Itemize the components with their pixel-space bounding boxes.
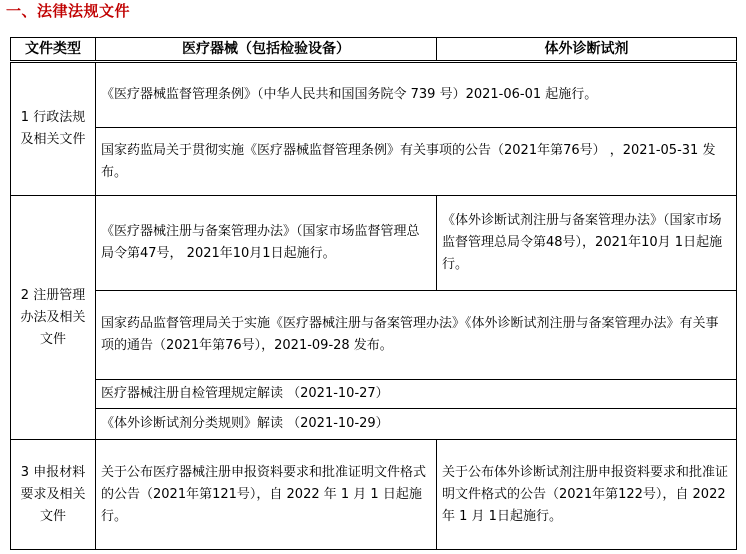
header-row	[11, 38, 737, 62]
row-text: 国家药品监督管理局关于实施《医疗器械注册与备案管理办法》《体外诊断试剂注册与备案管理办法》有关事项的通告（2021年第76号），2021-09-28 发布。	[96, 291, 737, 380]
header-file-type: 文件类型	[11, 38, 96, 62]
header-medical-device: 医疗器械（包括检验设备）	[96, 38, 437, 62]
table-row	[11, 380, 737, 409]
file-type-submission-requirements: 3 申报材料要求及相关文件	[11, 440, 96, 550]
regulations-table	[10, 37, 737, 550]
table-row	[11, 409, 737, 440]
ivd-cell: 关于公布体外诊断试剂注册申报资料要求和批准证明文件格式的公告（2021年第122号），自 2022 年 1 月 1日起施行。	[437, 440, 737, 550]
ivd-cell: 《体外诊断试剂注册与备案管理办法》（国家市场监督管理总局令第48号），2021年10月 1日起施行。	[437, 196, 737, 291]
table-row	[11, 196, 737, 291]
file-type-registration-measures: 2 注册管理办法及相关文件	[11, 196, 96, 440]
table-row	[11, 128, 737, 196]
table-row	[11, 62, 737, 128]
table-row	[11, 291, 737, 380]
table-row	[11, 440, 737, 550]
section-title: 一、法律法规文件	[6, 2, 131, 20]
row-text: 《体外诊断试剂分类规则》解读 （2021-10-29）	[96, 409, 737, 440]
device-cell: 《医疗器械注册与备案管理办法》（国家市场监督管理总局令第47号， 2021年10月1日起施行。	[96, 196, 437, 291]
file-type-administrative-regulations: 1 行政法规及相关文件	[11, 62, 96, 196]
row-text: 国家药监局关于贯彻实施《医疗器械监督管理条例》有关事项的公告（2021年第76号） ，2021-05-31 发布。	[96, 128, 737, 196]
row-text: 《医疗器械监督管理条例》（中华人民共和国国务院令 739 号）2021-06-01 起施行。	[96, 62, 737, 128]
device-cell: 关于公布医疗器械注册申报资料要求和批准证明文件格式的公告（2021年第121号），自 2022 年 1 月 1 日起施行。	[96, 440, 437, 550]
row-text: 医疗器械注册自检管理规定解读 （2021-10-27）	[96, 380, 737, 409]
header-ivd-reagent: 体外诊断试剂	[437, 38, 737, 62]
